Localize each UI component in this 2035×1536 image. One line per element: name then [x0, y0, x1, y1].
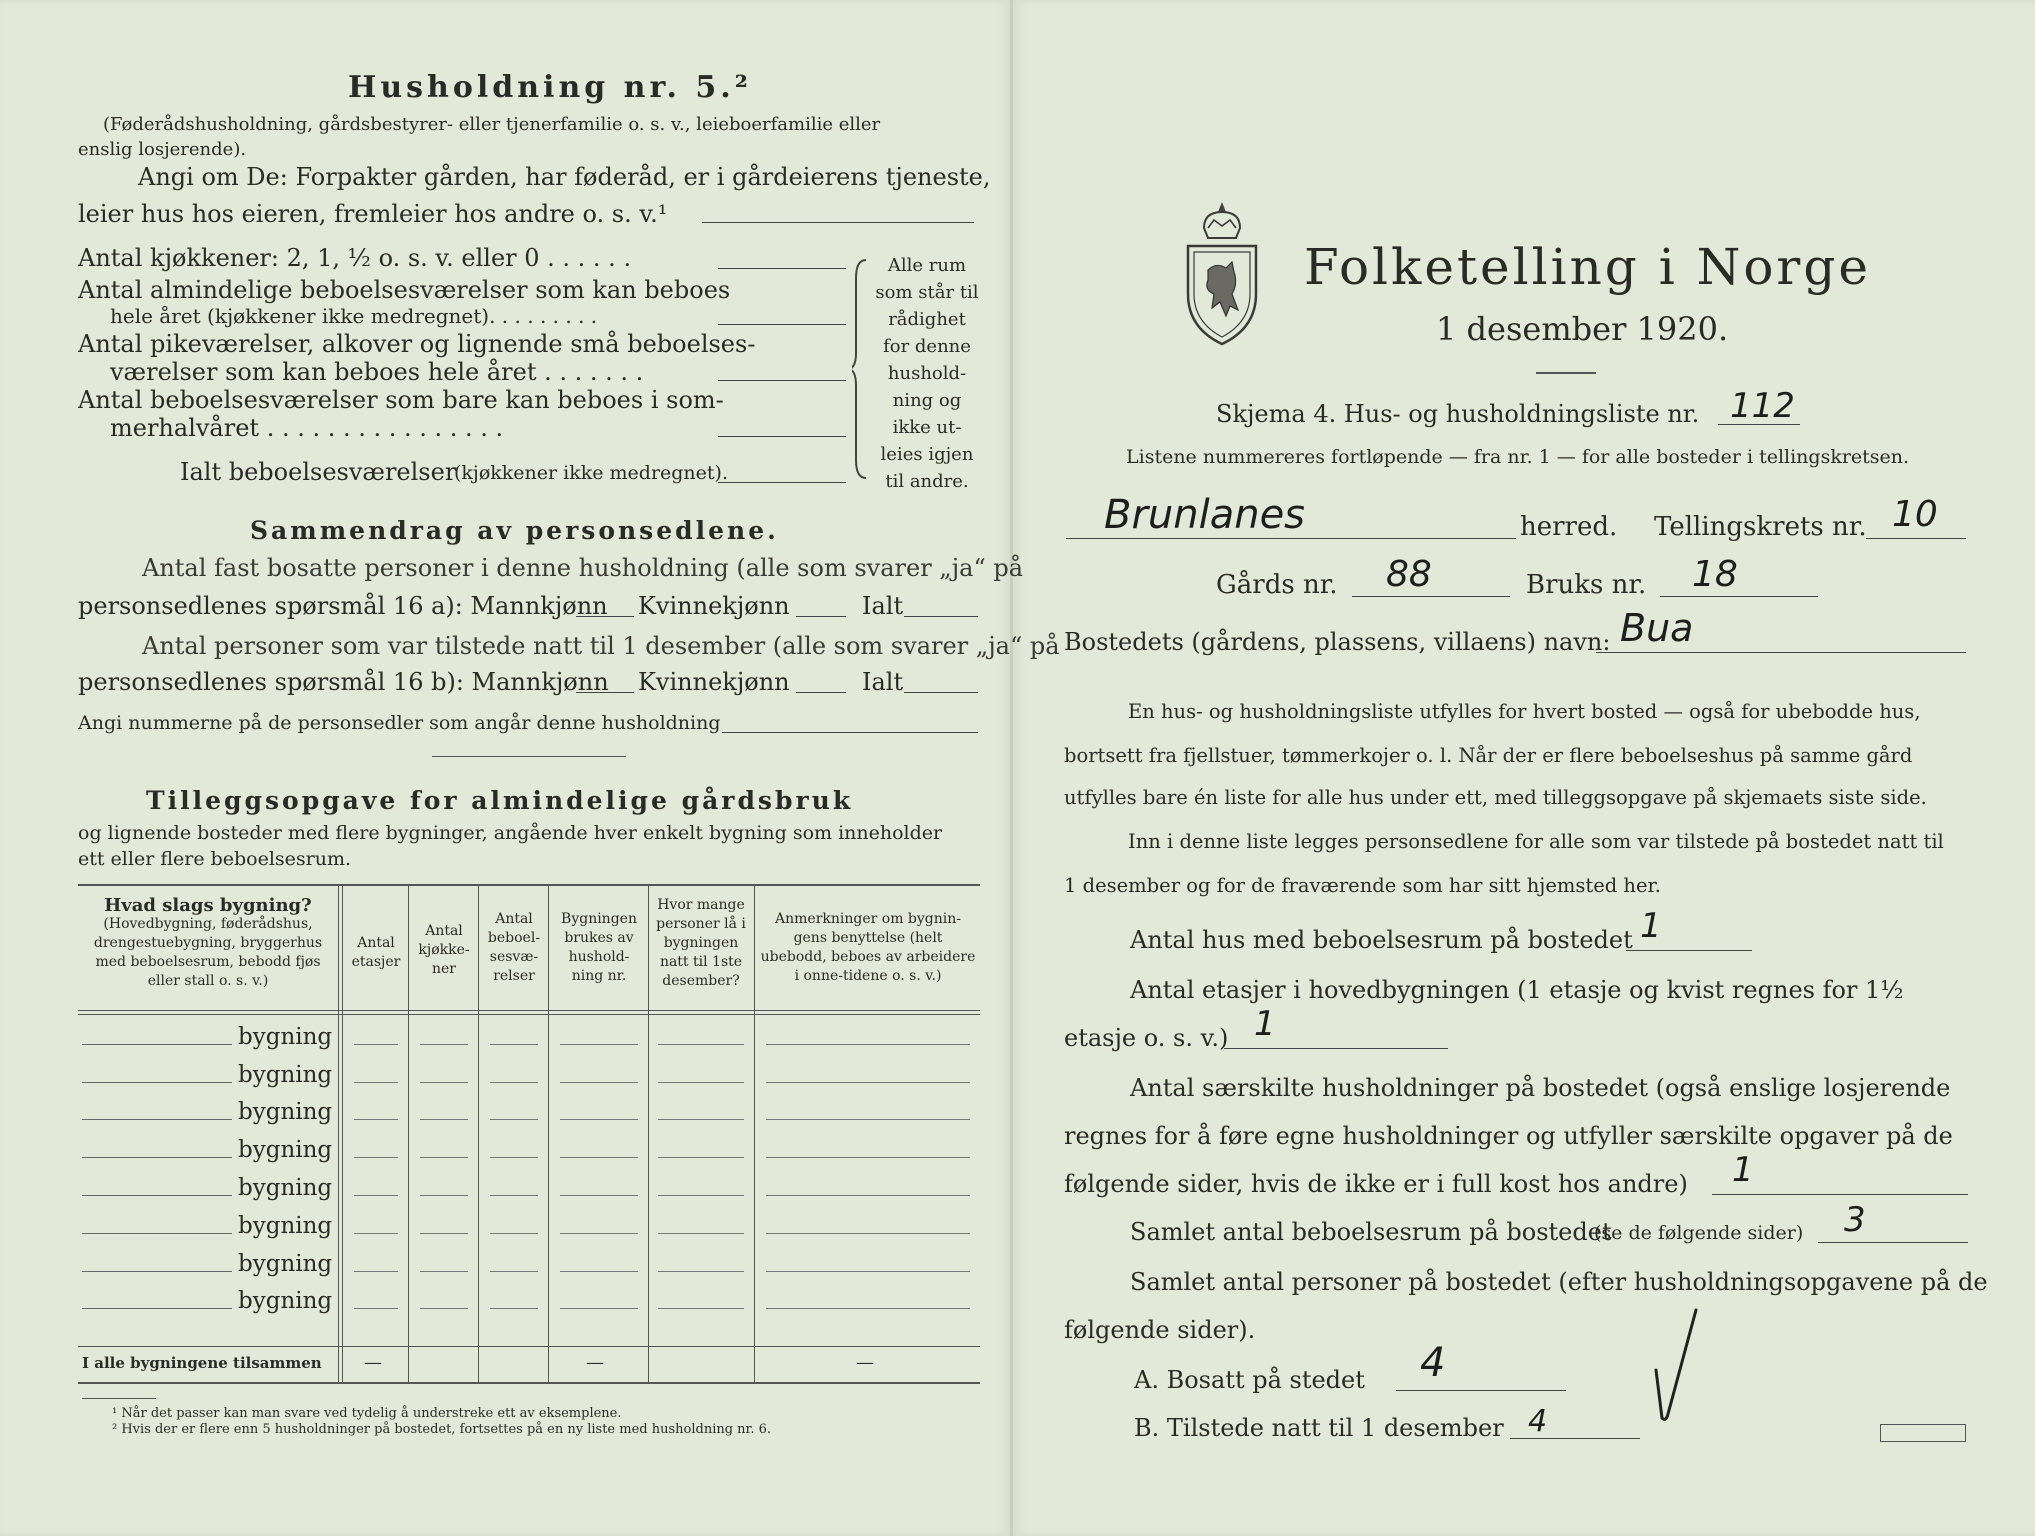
building-row-label: bygning: [238, 1061, 333, 1088]
building-row-label: bygning: [238, 1023, 333, 1050]
building-row-label: bygning: [238, 1137, 333, 1164]
table-header-bygning: Hvad slags bygning? (Hovedbygning, føderådshus, drengestuebygning, bryggerhus med beboelsesrum, bebodd fjøs eller stall o. s. v.): [93, 895, 323, 989]
q-beboelsesrum-note: (se de følgende sider): [1594, 1222, 1804, 1244]
household-title: Husholdning nr. 5.²: [348, 70, 752, 105]
page-fold: [1010, 0, 1013, 1536]
building-row-label: bygning: [238, 1288, 333, 1315]
instruction-line-5: 1 desember og for de fraværende som har sitt hjemsted her.: [1064, 874, 1661, 897]
tillegg-line-2: ett eller flere beboelsesrum.: [78, 848, 352, 870]
q-personer-2: følgende sider).: [1064, 1316, 1256, 1344]
footnote-1: ¹ Når det passer kan man svare ved tydelig å understreke ett av eksemplene.: [112, 1406, 622, 1421]
rooms-line-6: merhalvåret . . . . . . . . . . . . . . . .: [110, 414, 504, 442]
tillegg-title: Tilleggsopgave for almindelige gårdsbruk: [146, 786, 854, 815]
angi-line-2: leier hus hos eieren, fremleier hos andre o. s. v.¹: [78, 200, 668, 228]
instruction-line-3: utfylles bare én liste for alle hus under ett, med tilleggsopgave på skjemaets siste side.: [1064, 786, 1927, 809]
q-personer-1: Samlet antal personer på bostedet (efter husholdningsopgavene på de: [1130, 1268, 1988, 1296]
skjema-nr-value: 112: [1730, 386, 1795, 426]
summary-line-3: Antal personer som var tilstede natt til 1 desember (alle som svarer „ja“ på: [142, 632, 1060, 660]
tillegg-line-1: og lignende bosteder med flere bygninger, angående hver enkelt bygning som inneholder: [78, 822, 943, 844]
herred-label: herred.: [1520, 512, 1618, 542]
q-etasjer-1: Antal etasjer i hovedbygningen (1 etasje og kvist regnes for 1½: [1130, 976, 1904, 1004]
building-row-label: bygning: [238, 1250, 333, 1277]
building-row-label: bygning: [238, 1099, 333, 1126]
q-hus-value: 1: [1640, 906, 1662, 946]
building-row-label: bygning: [238, 1174, 333, 1201]
skjema-line: Skjema 4. Hus- og husholdningsliste nr.: [1216, 400, 1700, 428]
table-row: [78, 1167, 980, 1205]
q-husholdninger-3: følgende sider, hvis de ikke er i full kost hos andre): [1064, 1170, 1688, 1198]
summary-title: Sammendrag av personsedlene.: [250, 516, 779, 545]
check-mark-icon: [1650, 1306, 1710, 1426]
rooms-line-1: Antal almindelige beboelsesværelser som kan beboes: [78, 276, 731, 304]
household-intro-2: enslig losjerende).: [78, 139, 247, 160]
q-hus: Antal hus med beboelsesrum på bostedet: [1130, 926, 1633, 954]
q-husholdninger-2: regnes for å føre egne husholdninger og utfyller særskilte opgaver på de: [1064, 1122, 1953, 1150]
printer-stamp: [1880, 1424, 1966, 1442]
summary-ialt-1: Ialt: [862, 592, 904, 620]
building-table: [78, 884, 980, 1382]
table-row: [78, 1016, 980, 1054]
table-header-etasjer: Antal etasjer: [351, 935, 401, 970]
q-husholdninger-value: 1: [1732, 1150, 1754, 1190]
summary-kvinne-1: Kvinnekjønn: [638, 592, 790, 620]
gards-label: Gårds nr.: [1216, 570, 1338, 600]
gards-value: 88: [1386, 554, 1432, 595]
q-etasjer-value: 1: [1254, 1004, 1276, 1044]
ialt-line: Ialt beboelsesværelser: [180, 458, 457, 486]
footnote-2: ² Hvis der er flere enn 5 husholdninger på bostedet, fortsettes på en ny liste med husholdning nr. 6.: [112, 1422, 772, 1437]
total-dash-etasjer: —: [364, 1352, 382, 1373]
table-row: [78, 1205, 980, 1243]
summary-kvinne-2: Kvinnekjønn: [638, 668, 790, 696]
summary-line-1: Antal fast bosatte personer i denne husholdning (alle som svarer „ja“ på: [142, 554, 1024, 582]
bruks-value: 18: [1692, 554, 1738, 595]
q-bosatt-value: 4: [1420, 1340, 1446, 1386]
q-husholdninger-1: Antal særskilte husholdninger på bostedet (også enslige losjerende: [1130, 1074, 1951, 1102]
rooms-line-5: Antal beboelsesværelser som bare kan beboes i som-: [78, 386, 724, 414]
table-header-personer: Hvor mange personer lå i bygningen natt til 1ste desember?: [656, 897, 746, 989]
tellingskrets-label: Tellingskrets nr.: [1654, 512, 1867, 542]
angi-line-1: Angi om De: Forpakter gården, har føderåd, er i gårdeierens tjeneste,: [138, 163, 991, 191]
q-tilstede: B. Tilstede natt til 1 desember: [1134, 1414, 1504, 1442]
building-row-label: bygning: [238, 1212, 333, 1239]
brace-icon: [852, 258, 872, 480]
household-intro-1: (Føderådshusholdning, gårdsbestyrer- eller tjenerfamilie o. s. v., leieboerfamilie eller: [103, 114, 881, 135]
table-header-anmerkninger: Anmerkninger om bygnin-gens benyttelse (helt ubebodd, beboes av arbeidere i onne-tidene o. s. v.): [760, 911, 976, 984]
instruction-line-1: En hus- og husholdningsliste utfylles for hvert bosted — også for ubebodde hus,: [1128, 700, 1921, 723]
form-date: 1 desember 1920.: [1436, 310, 1729, 348]
q-bosatt: A. Bosatt på stedet: [1134, 1366, 1365, 1394]
kjokkener-line: Antal kjøkkener: 2, 1, ½ o. s. v. eller 0 . . . . . .: [78, 244, 632, 272]
table-total-label: I alle bygningene tilsammen: [82, 1354, 322, 1372]
q-beboelsesrum-value: 3: [1844, 1200, 1866, 1240]
table-row: [78, 1281, 980, 1319]
table-row: [78, 1243, 980, 1281]
summary-line-5: Angi nummerne på de personsedler som angår denne husholdning: [78, 712, 721, 734]
norway-coat-of-arms-icon: [1178, 198, 1266, 348]
summary-line-4: personsedlenes spørsmål 16 b): Mannkjønn: [78, 668, 609, 696]
summary-line-2: personsedlenes spørsmål 16 a): Mannkjønn: [78, 592, 608, 620]
listene-note: Listene nummereres fortløpende — fra nr. 1 — for alle bosteder i tellingskretsen.: [1126, 446, 1910, 468]
q-beboelsesrum: Samlet antal beboelsesrum på bostedet: [1130, 1218, 1612, 1246]
q-etasjer-2: etasje o. s. v.): [1064, 1024, 1229, 1052]
table-row: [78, 1092, 980, 1130]
side-note: Alle rum som står til rådighet for denne hushold- ning og ikke ut- leies igjen til andre.: [875, 255, 979, 492]
bosted-value: Bua: [1620, 606, 1694, 650]
form-title: Folketelling i Norge: [1304, 238, 1871, 296]
herred-value: Brunlanes: [1104, 492, 1306, 538]
ialt-note: (kjøkkener ikke medregnet).: [454, 462, 728, 484]
rooms-line-2: hele året (kjøkkener ikke medregnet). . . . . . . . .: [110, 304, 598, 328]
instruction-line-2: bortsett fra fjellstuer, tømmerkojer o. l. Når der er flere beboelseshus på samme gård: [1064, 744, 1913, 767]
bosted-label: Bostedets (gårdens, plassens, villaens) navn:: [1064, 628, 1611, 656]
instruction-line-4: Inn i denne liste legges personsedlene for alle som var tilstede på bostedet natt til: [1128, 830, 1944, 853]
total-dash-anmerkninger: —: [856, 1352, 874, 1373]
table-row: [78, 1054, 980, 1092]
bruks-label: Bruks nr.: [1526, 570, 1647, 600]
right-page: [1012, 0, 2035, 1536]
tellingskrets-value: 10: [1892, 494, 1938, 535]
table-header-kjokkener: Antal kjøkke-ner: [418, 923, 470, 977]
rooms-line-3: Antal pikeværelser, alkover og lignende små beboelses-: [78, 330, 756, 358]
table-row: [78, 1129, 980, 1167]
summary-ialt-2: Ialt: [862, 668, 904, 696]
q-tilstede-value: 4: [1528, 1404, 1548, 1439]
table-header-beboelsesrum: Antal beboel-sesvæ-relser: [487, 911, 541, 984]
table-header-husholdning: Bygningen brukes av hushold-ning nr.: [561, 911, 637, 984]
total-dash-husholdning: —: [586, 1352, 604, 1373]
rooms-line-4: værelser som kan beboes hele året . . . . . . .: [110, 358, 644, 386]
